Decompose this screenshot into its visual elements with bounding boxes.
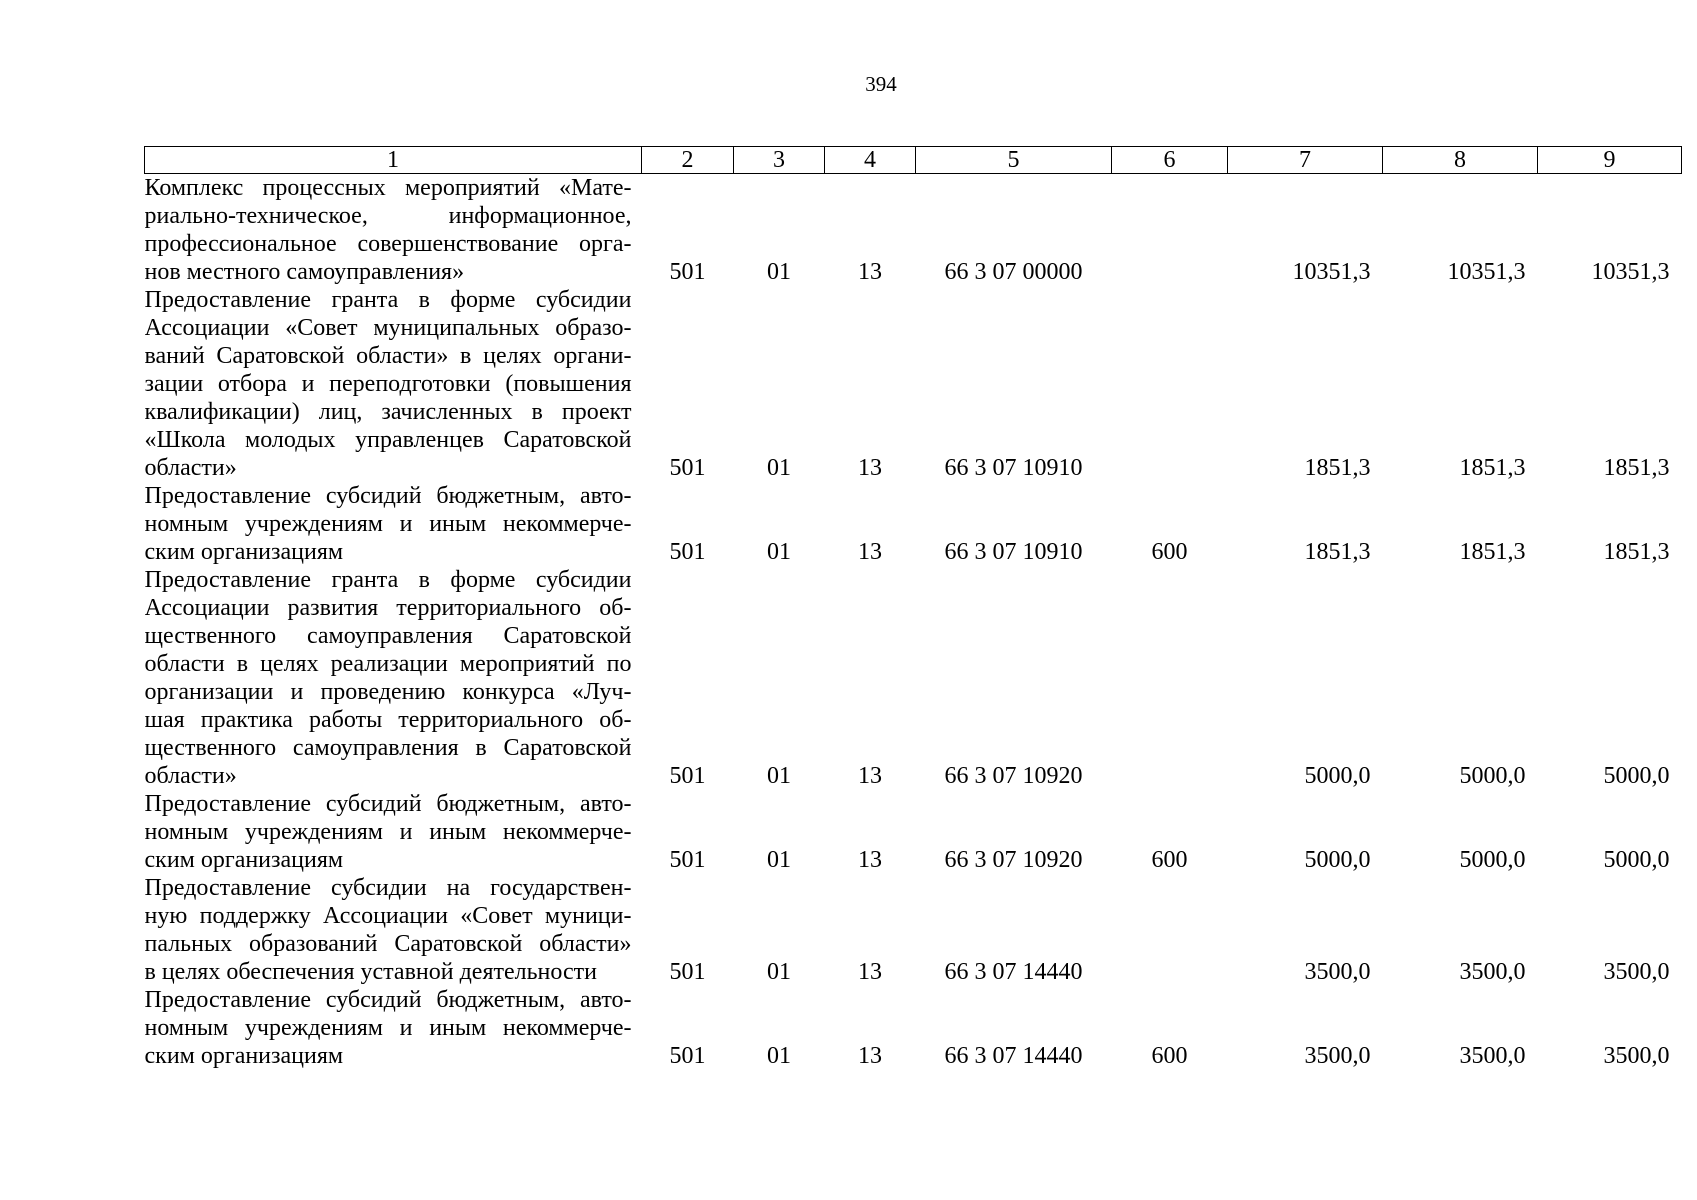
cell-item: 13 xyxy=(858,763,882,789)
cell-amount-2: 3500,0 xyxy=(1459,959,1526,985)
cell-amount-1: 5000,0 xyxy=(1304,763,1371,789)
cell-name-line: области» xyxy=(144,763,237,789)
table-row xyxy=(145,174,1682,287)
cell-amount-3: 1851,3 xyxy=(1603,539,1670,565)
cell-name-line: организации и проведению конкурса «Луч- xyxy=(144,679,632,705)
cell-name-line: пальных образований Саратовской области» xyxy=(144,931,632,957)
cell-expense-type xyxy=(1112,174,1228,287)
cell-name-line: номным учреждениям и иным некоммерче- xyxy=(144,1015,632,1041)
column-header: 3 xyxy=(734,147,825,174)
cell-name-line: области в целях реализации мероприятий по xyxy=(144,651,632,677)
cell-amount-1: 3500,0 xyxy=(1304,1043,1371,1069)
cell-amount-2: 5000,0 xyxy=(1459,763,1526,789)
cell-subsection: 01 xyxy=(767,259,791,285)
column-header: 8 xyxy=(1383,147,1538,174)
table-row xyxy=(145,874,1682,986)
cell-target-code: 66 3 07 14440 xyxy=(944,959,1083,985)
table-row xyxy=(145,286,1682,482)
column-header: 5 xyxy=(916,147,1112,174)
cell-name-line: щественного самоуправления в Саратовской xyxy=(144,735,632,761)
cell-name-line: в целях обеспечения уставной деятельности xyxy=(144,959,597,985)
cell-section: 501 xyxy=(669,959,706,985)
cell-name xyxy=(145,986,642,1070)
cell-target-code: 66 3 07 10910 xyxy=(944,539,1083,565)
cell-target-code: 66 3 07 00000 xyxy=(944,259,1083,285)
column-header: 4 xyxy=(825,147,916,174)
cell-subsection: 01 xyxy=(767,959,791,985)
cell-name-line: Ассоциации «Совет муниципальных образо- xyxy=(144,315,632,341)
cell-name-line: ским организациям xyxy=(144,539,344,565)
cell-name-line: номным учреждениям и иным некоммерче- xyxy=(144,819,632,845)
cell-item: 13 xyxy=(858,959,882,985)
cell-section: 501 xyxy=(669,847,706,873)
cell-section: 501 xyxy=(669,455,706,481)
cell-name xyxy=(145,566,642,790)
cell-expense-type xyxy=(1112,566,1228,790)
cell-name-line: Предоставление субсидий бюджетным, авто- xyxy=(144,987,632,1013)
cell-name xyxy=(145,174,642,287)
cell-name-line: Ассоциации развития территориального об- xyxy=(144,595,632,621)
cell-name-line: нов местного самоуправления» xyxy=(144,259,465,285)
cell-target-code: 66 3 07 10920 xyxy=(944,763,1083,789)
cell-amount-2: 1851,3 xyxy=(1459,455,1526,481)
cell-name-line: Предоставление субсидии на государствен- xyxy=(144,875,632,901)
cell-amount-2: 5000,0 xyxy=(1459,847,1526,873)
cell-amount-1: 3500,0 xyxy=(1304,959,1371,985)
table-row xyxy=(145,566,1682,790)
cell-amount-3: 10351,3 xyxy=(1591,259,1670,285)
cell-amount-2: 3500,0 xyxy=(1459,1043,1526,1069)
table-header-row xyxy=(145,147,1682,174)
cell-amount-3: 5000,0 xyxy=(1603,763,1670,789)
table-body xyxy=(145,174,1682,1071)
cell-expense-type: 600 xyxy=(1151,847,1188,873)
cell-expense-type: 600 xyxy=(1151,539,1188,565)
cell-section: 501 xyxy=(669,259,706,285)
cell-item: 13 xyxy=(858,455,882,481)
column-header: 6 xyxy=(1112,147,1228,174)
cell-name-line: «Школа молодых управленцев Саратовской xyxy=(144,427,632,453)
cell-amount-2: 1851,3 xyxy=(1459,539,1526,565)
cell-name-line: Комплекс процессных мероприятий «Мате- xyxy=(144,175,632,201)
cell-name-line: Предоставление субсидий бюджетным, авто- xyxy=(144,483,632,509)
page-number: 394 xyxy=(865,72,897,96)
cell-expense-type xyxy=(1112,874,1228,986)
column-header: 9 xyxy=(1538,147,1682,174)
cell-name-line: Предоставление гранта в форме субсидии xyxy=(144,567,632,593)
cell-item: 13 xyxy=(858,539,882,565)
cell-name-line: профессиональное совершенствование орга- xyxy=(144,231,632,257)
cell-name-line: Предоставление гранта в форме субсидии xyxy=(144,287,632,313)
cell-expense-type: 600 xyxy=(1151,1043,1188,1069)
table-row xyxy=(145,986,1682,1070)
column-header: 1 xyxy=(145,147,642,174)
column-header: 2 xyxy=(642,147,734,174)
cell-name xyxy=(145,790,642,874)
cell-section: 501 xyxy=(669,1043,706,1069)
cell-subsection: 01 xyxy=(767,539,791,565)
cell-name-line: квалификации) лиц, зачисленных в проект xyxy=(144,399,632,425)
cell-name xyxy=(145,874,642,986)
cell-amount-1: 1851,3 xyxy=(1304,455,1371,481)
cell-section: 501 xyxy=(669,763,706,789)
cell-amount-1: 10351,3 xyxy=(1292,259,1371,285)
cell-name-line: шая практика работы территориального об- xyxy=(144,707,632,733)
table-row xyxy=(145,790,1682,874)
cell-name-line: риально-техническое, информационное, xyxy=(144,203,632,229)
cell-subsection: 01 xyxy=(767,847,791,873)
cell-subsection: 01 xyxy=(767,1043,791,1069)
cell-target-code: 66 3 07 10910 xyxy=(944,455,1083,481)
cell-expense-type xyxy=(1112,286,1228,482)
table-row xyxy=(145,482,1682,566)
cell-name-line: ским организациям xyxy=(144,847,344,873)
cell-section: 501 xyxy=(669,539,706,565)
cell-target-code: 66 3 07 14440 xyxy=(944,1043,1083,1069)
cell-amount-1: 1851,3 xyxy=(1304,539,1371,565)
cell-subsection: 01 xyxy=(767,763,791,789)
cell-amount-2: 10351,3 xyxy=(1447,259,1526,285)
budget-table xyxy=(144,146,1682,1070)
cell-name-line: ную поддержку Ассоциации «Совет муници- xyxy=(144,903,632,929)
cell-name-line: области» xyxy=(144,455,237,481)
cell-item: 13 xyxy=(858,1043,882,1069)
column-header: 7 xyxy=(1228,147,1383,174)
cell-name-line: щественного самоуправления Саратовской xyxy=(144,623,632,649)
cell-name-line: зации отбора и переподготовки (повышения xyxy=(144,371,632,397)
cell-amount-3: 3500,0 xyxy=(1603,959,1670,985)
cell-amount-3: 1851,3 xyxy=(1603,455,1670,481)
cell-name-line: ским организациям xyxy=(144,1043,344,1069)
cell-name-line: номным учреждениям и иным некоммерче- xyxy=(144,511,632,537)
cell-amount-3: 3500,0 xyxy=(1603,1043,1670,1069)
cell-name-line: Предоставление субсидий бюджетным, авто- xyxy=(144,791,632,817)
cell-name xyxy=(145,482,642,566)
cell-subsection: 01 xyxy=(767,455,791,481)
cell-item: 13 xyxy=(858,259,882,285)
cell-amount-1: 5000,0 xyxy=(1304,847,1371,873)
cell-target-code: 66 3 07 10920 xyxy=(944,847,1083,873)
cell-amount-3: 5000,0 xyxy=(1603,847,1670,873)
cell-item: 13 xyxy=(858,847,882,873)
cell-name-line: ваний Саратовской области» в целях органи- xyxy=(144,343,632,369)
cell-name xyxy=(145,286,642,482)
